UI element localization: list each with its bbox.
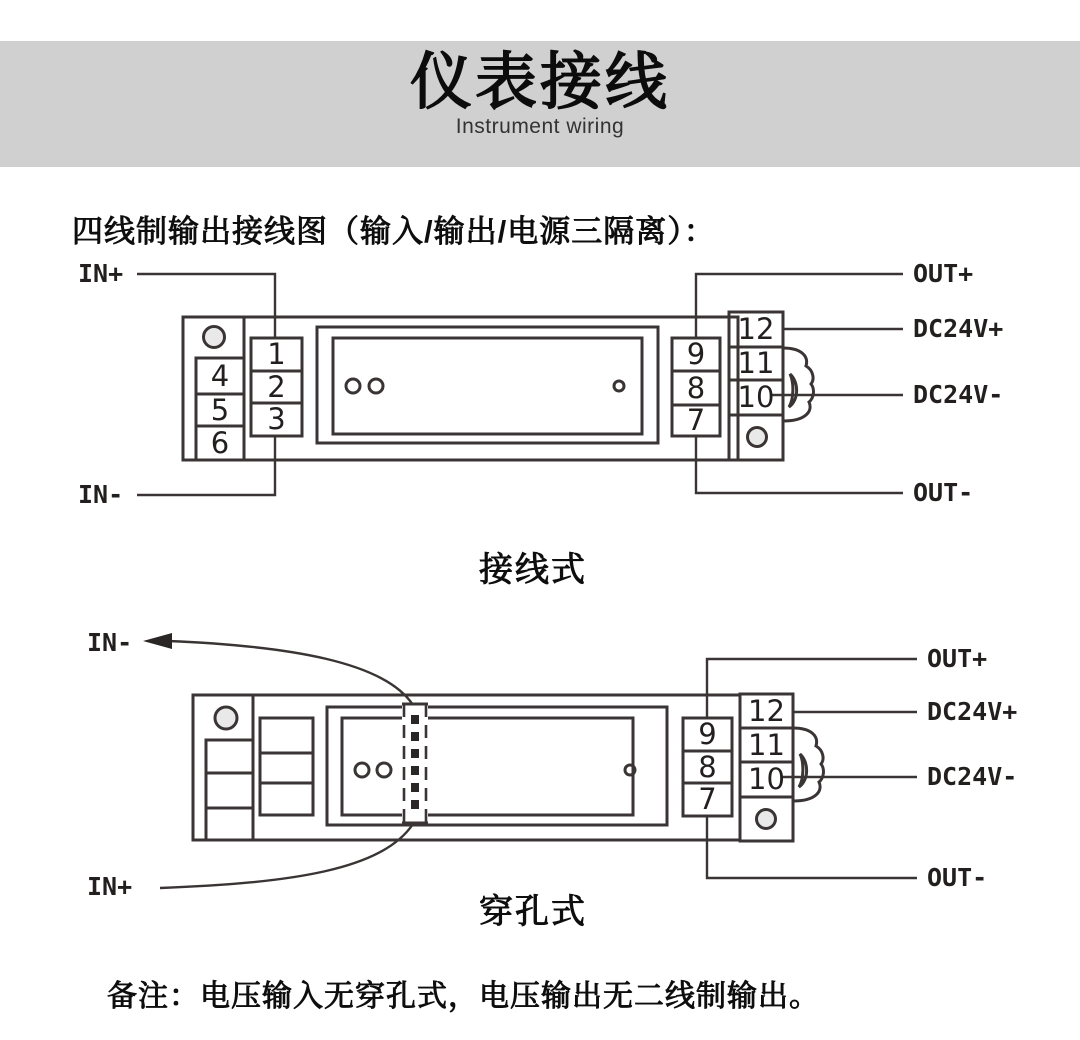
diagram1-caption: 接线式 bbox=[479, 551, 587, 589]
arrow-left-icon bbox=[143, 633, 172, 649]
through-hole-channel bbox=[402, 704, 428, 823]
terminal-12: 12 bbox=[748, 694, 785, 728]
out-minus-label: OUT- bbox=[927, 863, 988, 892]
transmitter-body bbox=[193, 695, 740, 840]
terminal-9: 9 bbox=[686, 337, 706, 371]
page-title: 仪表接线 bbox=[409, 45, 670, 118]
out-minus-wire bbox=[696, 436, 903, 493]
in-plus-label: IN+ bbox=[78, 259, 124, 288]
terminal-10: 10 bbox=[737, 380, 775, 414]
button-hole-icon bbox=[625, 765, 635, 775]
out-plus-label: OUT+ bbox=[913, 259, 974, 288]
terminal-11: 11 bbox=[737, 346, 775, 380]
in-minus-label: IN- bbox=[78, 480, 124, 509]
terminal-7: 7 bbox=[698, 782, 717, 816]
terminal-10: 10 bbox=[748, 762, 785, 796]
mount-hole-icon bbox=[215, 707, 237, 729]
in-plus-wire bbox=[160, 824, 413, 888]
terminal-1: 1 bbox=[267, 337, 286, 371]
terminal-8: 8 bbox=[686, 371, 706, 405]
out-plus-label: OUT+ bbox=[927, 644, 988, 673]
terminal-5: 5 bbox=[210, 393, 230, 427]
terminal-2: 2 bbox=[267, 370, 286, 404]
in-plus-label: IN+ bbox=[87, 872, 133, 901]
input-terminal-block bbox=[260, 718, 313, 815]
wiring-diagram-through-hole-type bbox=[0, 620, 1080, 920]
display-window bbox=[327, 707, 667, 825]
din-clip-icon bbox=[783, 348, 813, 421]
dc24v-plus-label: DC24V+ bbox=[927, 697, 1018, 726]
mount-hole-icon bbox=[748, 428, 767, 447]
wiring-diagram-terminal-type bbox=[0, 260, 1080, 516]
dc24v-minus-label: DC24V- bbox=[927, 762, 1018, 791]
led-icon bbox=[355, 763, 369, 777]
in-minus-label: IN- bbox=[87, 628, 133, 657]
note-text: 备注：电压输入无穿孔式，电压输出无二线制输出。 bbox=[107, 980, 820, 1013]
terminal-7: 7 bbox=[686, 403, 706, 437]
terminal-3: 3 bbox=[267, 402, 286, 436]
led-icon bbox=[377, 763, 391, 777]
diagram2-linework bbox=[0, 620, 1080, 920]
page-subtitle: Instrument wiring bbox=[455, 115, 625, 139]
terminal-6: 6 bbox=[210, 426, 230, 460]
mount-hole-icon bbox=[757, 810, 776, 829]
terminal-11: 11 bbox=[748, 728, 785, 762]
button-hole-icon bbox=[614, 381, 624, 391]
diagram2-caption: 穿孔式 bbox=[479, 893, 587, 931]
terminal-12: 12 bbox=[737, 312, 775, 346]
mount-hole-icon bbox=[204, 327, 225, 348]
aux-terminal-block bbox=[206, 740, 253, 840]
led-icon bbox=[369, 379, 383, 393]
out-minus-label: OUT- bbox=[913, 478, 974, 507]
terminal-4: 4 bbox=[210, 359, 230, 393]
display-window bbox=[317, 327, 658, 443]
terminal-9: 9 bbox=[698, 717, 717, 751]
terminal-8: 8 bbox=[698, 750, 717, 784]
dc24v-plus-label: DC24V+ bbox=[913, 314, 1004, 343]
din-clip-icon bbox=[793, 728, 823, 801]
intro-text: 四线制输出接线图（输入/输出/电源三隔离）： bbox=[72, 214, 716, 249]
header-band bbox=[0, 41, 1080, 167]
dc24v-minus-label: DC24V- bbox=[913, 380, 1004, 409]
led-icon bbox=[346, 379, 360, 393]
